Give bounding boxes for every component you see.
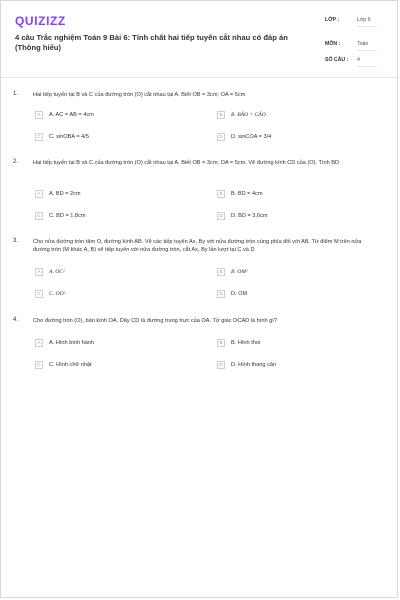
- option-text: B. OM²: [231, 269, 248, 275]
- meta-grade: [325, 15, 385, 29]
- option-text: A. OC²: [49, 269, 65, 275]
- option-text: C. OD²: [49, 291, 66, 297]
- worksheet-header: [13, 11, 385, 77]
- option-letter-box: A: [35, 268, 43, 276]
- question-text: Cho nửa đường tròn tâm O, đường kính AB. Vẽ các tiếp tuyến Ax, By với nửa đường tròn cùng phía đối với AB. Từ điểm M trên nửa đường tròn (M khác A, B) vẽ tiếp tuyến với nửa đường tròn, cắt Ax, By lần lượt tại C và D: [33, 239, 362, 253]
- meta-value: Lớp 9: [357, 17, 377, 27]
- option-text: D. sinCOA = 3/4: [231, 134, 272, 140]
- meta-value: Toán: [357, 41, 377, 51]
- quizizz-logo: QUIZIZZ: [15, 14, 66, 28]
- option-text: C. sinOBA = 4/5: [49, 134, 89, 140]
- option-letter-box: B: [217, 339, 225, 347]
- option-text: D. BD = 3,6cm: [231, 213, 268, 219]
- option-letter-box: A: [35, 339, 43, 347]
- meta-key: SỐ CÂU :: [325, 57, 349, 63]
- meta-subject: [325, 39, 385, 53]
- option-text: A. AC = AB = 4cm: [49, 112, 94, 118]
- question-text: Hai tiếp tuyến tại B và C của đường tròn (O) cắt nhau tại A. Biết OB = 3cm; OA = 5cm: [33, 92, 246, 98]
- option-text: B. BÂO = CÂO: [231, 112, 266, 118]
- option-letter-box: B: [217, 268, 225, 276]
- meta-value: 4: [357, 57, 377, 67]
- question-number: 2.: [13, 159, 19, 165]
- question-number: 3.: [13, 238, 19, 244]
- option-letter-box: B: [217, 190, 225, 198]
- option-letter-box: B: [217, 111, 225, 119]
- question-number: 4.: [13, 317, 19, 323]
- question-number: 1.: [13, 91, 19, 97]
- option-letter-box: D: [217, 212, 225, 220]
- question-text: Hai tiếp tuyến tại B và C của đường tròn (O) cắt nhau tại A. Biết OB = 3cm; OA = 5cm. Vẽ đường kính CD của (O). Tính BD: [33, 160, 340, 166]
- option-letter-box: C: [35, 290, 43, 298]
- option-text: A. Hình bình hành: [49, 340, 95, 346]
- option-text: D. OM: [231, 291, 248, 297]
- option-letter-box: C: [35, 212, 43, 220]
- worksheet-title: 4 câu Trắc nghiệm Toán 9 Bài 6: Tính chất hai tiếp tuyến cắt nhau có đáp án (Thông hiểu): [15, 33, 288, 52]
- option-letter-box: D: [217, 290, 225, 298]
- question-text: Cho đường tròn (O), bán kính OA. Dây CD là đường trung trực của OA. Tứ giác OCAD là hình gì?: [33, 318, 277, 324]
- meta-key: MÔN :: [325, 41, 341, 47]
- option-letter-box: A: [35, 190, 43, 198]
- option-text: A. BD = 2cm: [49, 191, 81, 197]
- worksheet-meta: [325, 15, 385, 69]
- option-letter-box: C: [35, 133, 43, 141]
- option-text: C. Hình chữ nhật: [49, 362, 92, 368]
- meta-question-count: [325, 55, 385, 69]
- option-letter-box: A: [35, 111, 43, 119]
- option-text: B. BD = 4cm: [231, 191, 263, 197]
- option-text: B. Hình thoi: [231, 340, 261, 346]
- option-text: D. Hình thang cân: [231, 362, 277, 368]
- option-letter-box: D: [217, 361, 225, 369]
- option-letter-box: C: [35, 361, 43, 369]
- header-divider: [1, 77, 397, 78]
- option-letter-box: D: [217, 133, 225, 141]
- meta-key: LỚP :: [325, 17, 340, 23]
- option-text: C. BD = 1,8cm: [49, 213, 86, 219]
